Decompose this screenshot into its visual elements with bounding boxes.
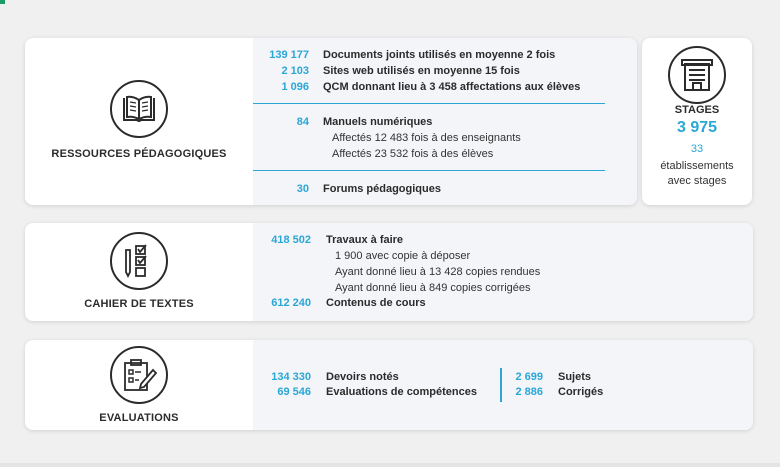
cahier-label <box>25 232 253 310</box>
building-icon <box>668 46 726 104</box>
travaux-sub: 1 900 avec copie à déposer <box>335 250 471 262</box>
travaux-sub: Ayant donné lieu à 849 copies corrigées <box>335 282 531 294</box>
devoirs-text: Devoirs notés <box>326 371 399 383</box>
sujets-text: Sujets <box>558 371 592 383</box>
competences-num: 69 546 <box>277 386 311 398</box>
competences-text: Evaluations de compétences <box>326 386 477 398</box>
stages-title: STAGES <box>674 104 720 116</box>
cahier-title: CAHIER DE TEXTES <box>84 298 194 310</box>
divider <box>253 103 605 104</box>
devoirs-num: 134 330 <box>271 371 311 383</box>
corriges-text: Corrigés <box>558 386 604 398</box>
cahier-card <box>25 223 753 321</box>
contenus-text: Contenus de cours <box>326 297 426 309</box>
corriges-num: 2 886 <box>515 386 543 398</box>
ressources-row-text: QCM donnant lieu à 3 458 affectations aux élèves <box>323 81 581 93</box>
evaluations-label <box>25 346 253 424</box>
evaluations-pane <box>253 340 753 430</box>
ressources-row-text: Documents joints utilisés en moyenne 2 fois <box>323 49 556 61</box>
stages-value: 3 975 <box>676 119 718 136</box>
clipboard-pen-icon <box>110 346 168 404</box>
bottom-band <box>0 463 780 467</box>
evaluations-title: EVALUATIONS <box>99 412 179 424</box>
forums-num: 30 <box>296 183 309 195</box>
stages-sub-line1: établissements <box>660 160 734 172</box>
ressources-label <box>25 80 253 160</box>
stages-sub-line2: avec stages <box>667 175 727 187</box>
travaux-num: 418 502 <box>271 234 311 246</box>
manuels-sub-1: Affectés 12 483 fois à des enseignants <box>332 132 521 144</box>
travaux-sub: Ayant donné lieu à 13 428 copies rendues <box>335 266 541 278</box>
manuels-sub-2: Affectés 23 532 fois à des élèves <box>332 148 494 160</box>
evaluations-card <box>25 340 753 430</box>
ressources-row-num: 139 177 <box>269 49 309 61</box>
divider <box>500 368 502 402</box>
checklist-icon <box>110 232 168 290</box>
ressources-row-num: 1 096 <box>281 81 309 93</box>
stages-sub-num: 33 <box>690 143 704 155</box>
corner-accent <box>0 0 5 4</box>
ressources-card <box>25 38 637 205</box>
ressources-row-num: 2 103 <box>281 65 309 77</box>
travaux-text: Travaux à faire <box>326 234 404 246</box>
contenus-num: 612 240 <box>271 297 311 309</box>
stages-card <box>642 38 752 205</box>
ressources-pane <box>253 38 637 205</box>
book-icon <box>110 80 168 138</box>
manuels-num: 84 <box>296 116 309 128</box>
manuels-text: Manuels numériques <box>323 116 433 128</box>
divider <box>253 170 605 171</box>
forums-text: Forums pédagogiques <box>323 183 441 195</box>
sujets-num: 2 699 <box>515 371 543 383</box>
ressources-row-text: Sites web utilisés en moyenne 15 fois <box>323 65 520 77</box>
ressources-title: RESSOURCES PÉDAGOGIQUES <box>51 148 227 160</box>
